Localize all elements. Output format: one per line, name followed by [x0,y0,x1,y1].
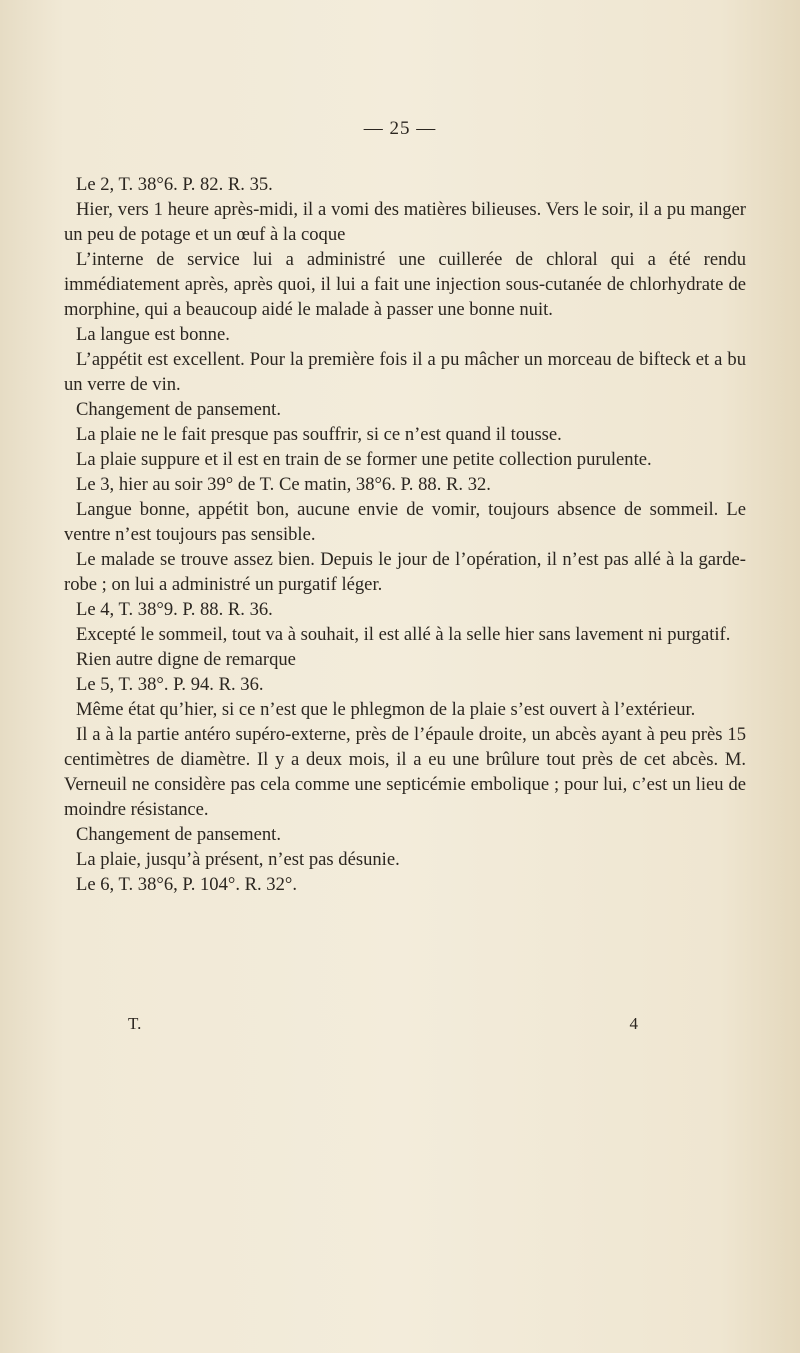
paragraph: Langue bonne, appétit bon, aucune envie de vomir, toujours absence de sommeil. Le ventre n’est toujours pas sensible. [64,499,746,545]
paragraph: Le malade se trouve assez bien. Depuis le jour de l’opération, il n’est pas allé à la garde-robe ; on lui a administré un purgatif léger. [64,549,746,595]
paragraph: Le 4, T. 38°9. P. 88. R. 36. [76,599,273,620]
paragraph: La plaie suppure et il est en train de se former une petite collection purulente. [76,449,652,470]
page-footer [128,1014,638,1034]
paragraph: Le 3, hier au soir 39° de T. Ce matin, 38°6. P. 88. R. 32. [76,474,491,495]
paragraph: La plaie ne le fait presque pas souffrir, si ce n’est quand il tousse. [76,424,562,445]
paragraph: Hier, vers 1 heure après-midi, il a vomi des matières bilieuses. Vers le soir, il a pu manger un peu de potage et un œuf à la coque [64,199,746,245]
paragraph: Changement de pansement. [76,824,281,845]
paragraph: L’interne de service lui a administré une cuillerée de chloral qui a été rendu immédiatement après, après quoi, il lui a fait une injection sous-cutanée de chlorhydrate de morphine, qui a beaucoup aidé le malade à passer une bonne nuit. [64,249,746,320]
footer-signature-left: T. [128,1014,142,1033]
page-number: — 25 — [363,118,437,139]
paragraph: Excepté le sommeil, tout va à souhait, il est allé à la selle hier sans lavement ni purgatif. [76,624,731,645]
paragraph: Le 5, T. 38°. P. 94. R. 36. [76,674,264,695]
paragraph: Le 2, T. 38°6. P. 82. R. 35. [76,174,273,195]
paragraph: Même état qu’hier, si ce n’est que le phlegmon de la plaie s’est ouvert à l’extérieur. [76,699,696,720]
footer-signature-right: 4 [629,1014,638,1033]
paragraph: La plaie, jusqu’à présent, n’est pas désunie. [76,849,400,870]
paragraph: Le 6, T. 38°6, P. 104°. R. 32°. [76,874,297,895]
paragraph: L’appétit est excellent. Pour la première fois il a pu mâcher un morceau de bifteck et a bu un verre de vin. [64,349,746,395]
paragraph: Il a à la partie antéro supéro-externe, près de l’épaule droite, un abcès ayant à peu près 15 centimètres de diamètre. Il y a deux mois, il a eu une brûlure tout près de cet abcès. M. Verneuil ne considère pas cela comme une septicémie embolique ; pour lui, c’est un lieu de moindre résistance. [64,724,746,820]
paragraph: Rien autre digne de remarque [76,649,296,670]
paragraph: La langue est bonne. [76,324,230,345]
paragraph: Changement de pansement. [76,399,281,420]
body-text [64,172,746,897]
